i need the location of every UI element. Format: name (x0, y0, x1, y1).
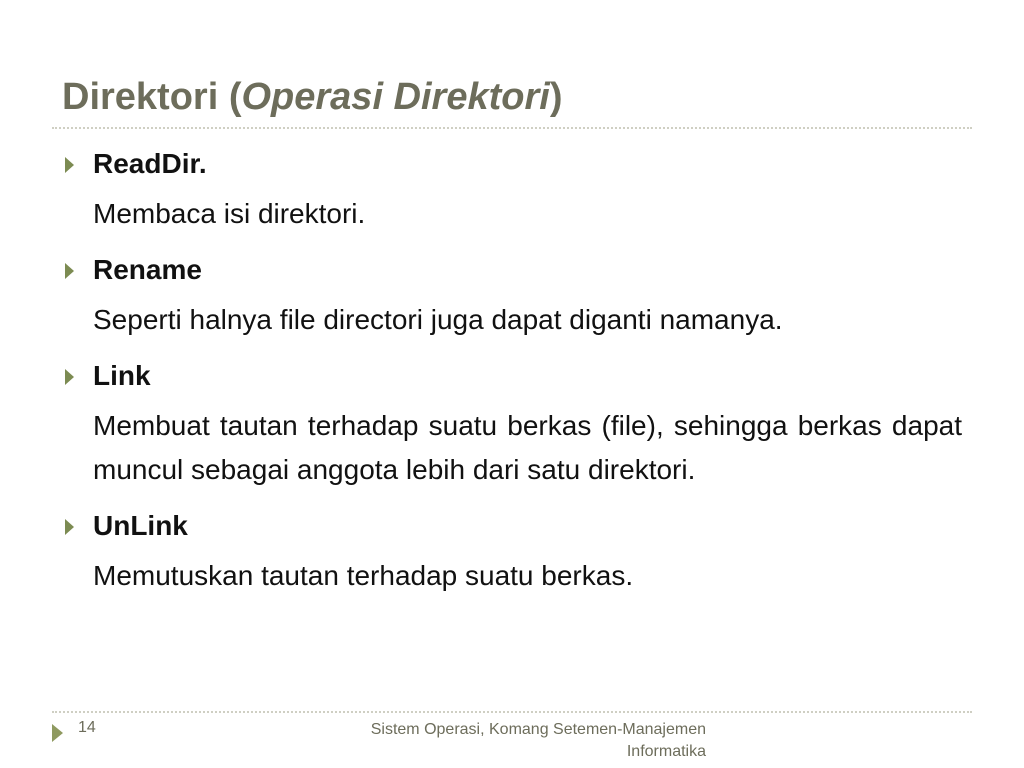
item-heading-row (62, 248, 962, 292)
item-heading-row (62, 142, 962, 186)
item-description: Seperti halnya file directori juga dapat diganti namanya. (93, 304, 783, 335)
item-heading-row (62, 504, 962, 548)
footer-line-1: Sistem Operasi, Komang Setemen-Manajemen (370, 721, 706, 738)
triangle-right-icon (65, 263, 74, 279)
item-description: Membuat tautan terhadap suatu berkas (file), sehingga berkas dapat muncul sebagai anggota lebih dari satu direktori. (93, 410, 962, 485)
triangle-right-icon (65, 519, 74, 535)
footer-divider (52, 711, 972, 713)
title-suffix: ) (549, 76, 563, 118)
list-item (62, 142, 962, 236)
list-item (62, 504, 962, 598)
triangle-right-icon (65, 157, 74, 173)
title-prefix: Direktori ( (62, 76, 242, 118)
triangle-right-icon (52, 724, 63, 742)
page-number: 14 (78, 719, 96, 736)
item-heading: ReadDir. (93, 148, 207, 179)
title-divider (52, 127, 972, 129)
list-item (62, 354, 962, 492)
item-heading: Link (93, 360, 151, 391)
item-heading: Rename (93, 254, 202, 285)
list-item (62, 248, 962, 342)
footer-text (300, 719, 706, 763)
item-description: Membaca isi direktori. (93, 198, 366, 229)
bullet-list (62, 142, 962, 610)
item-heading: UnLink (93, 510, 188, 541)
footer-line-2: Informatika (626, 743, 706, 760)
title-italic: Operasi Direktori (241, 76, 550, 118)
triangle-right-icon (65, 369, 74, 385)
slide-title (62, 72, 562, 122)
item-heading-row (62, 354, 962, 398)
item-description: Memutuskan tautan terhadap suatu berkas. (93, 560, 634, 591)
